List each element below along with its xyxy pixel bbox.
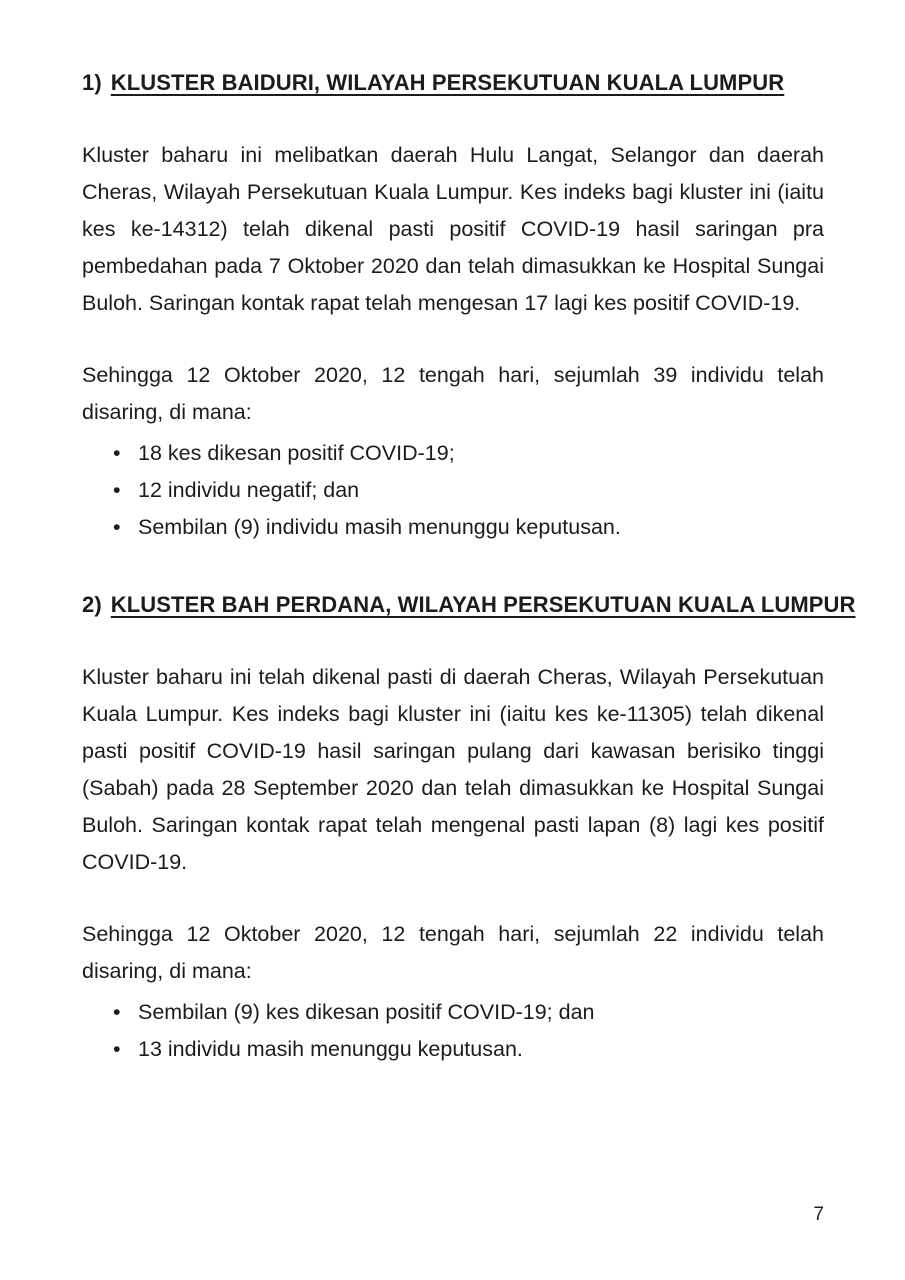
section-2-heading (82, 586, 856, 623)
section-2-paragraph-2: Sehingga 12 Oktober 2020, 12 tengah hari, sejumlah 22 individu telah disaring, di mana: (82, 922, 824, 983)
section-2-paragraph-1: Kluster baharu ini telah dikenal pasti di daerah Cheras, Wilayah Persekutuan Kuala Lumpur. Kes indeks bagi kluster ini (iaitu kes ke-11305) telah dikenal pasti positif COVID-19 hasil saringan pulang dari kawasan berisiko tinggi (Sabah) pada 28 September 2020 dan telah dimasukkan ke Hospital Sungai Buloh. Saringan kontak rapat telah mengenal pasti lapan (8) lagi kes positif COVID-19. (82, 665, 824, 874)
section-1-number: 1) (82, 70, 102, 95)
section-1-title: KLUSTER BAIDURI, WILAYAH PERSEKUTUAN KUALA LUMPUR (110, 70, 785, 95)
bullet-icon: • (113, 478, 121, 502)
list-item (82, 994, 824, 1031)
section-1-bullet-list (82, 435, 824, 546)
bullet-text: Sembilan (9) kes dikesan positif COVID-19; dan (138, 1000, 595, 1024)
section-kluster-bah-perdana (82, 586, 856, 1068)
list-item (82, 509, 824, 546)
bullet-icon: • (113, 1000, 121, 1024)
section-1-paragraph-1: Kluster baharu ini melibatkan daerah Hulu Langat, Selangor dan daerah Cheras, Wilayah Persekutuan Kuala Lumpur. Kes indeks bagi kluster ini (iaitu kes ke-14312) telah dikenal pasti positif COVID-19 hasil saringan pra pembedahan pada 7 Oktober 2020 dan telah dimasukkan ke Hospital Sungai Buloh. Saringan kontak rapat telah mengesan 17 lagi kes positif COVID-19. (82, 143, 824, 315)
section-2-title: KLUSTER BAH PERDANA, WILAYAH PERSEKUTUAN KUALA LUMPUR (110, 592, 856, 617)
list-item (82, 472, 824, 509)
page-number: 7 (813, 1204, 824, 1225)
bullet-text: 18 kes dikesan positif COVID-19; (138, 441, 455, 465)
bullet-icon: • (113, 441, 121, 465)
bullet-text: 13 individu masih menunggu keputusan. (138, 1037, 523, 1061)
section-1-paragraph-2: Sehingga 12 Oktober 2020, 12 tengah hari, sejumlah 39 individu telah disaring, di mana: (82, 363, 824, 424)
section-1-heading (82, 64, 824, 101)
list-item (82, 1031, 824, 1068)
section-kluster-baiduri (82, 64, 824, 546)
bullet-text: 12 individu negatif; dan (138, 478, 360, 502)
bullet-icon: • (113, 1037, 121, 1061)
list-item (82, 435, 824, 472)
section-2-number: 2) (82, 592, 102, 617)
bullet-text: Sembilan (9) individu masih menunggu keputusan. (138, 515, 621, 539)
bullet-icon: • (113, 515, 121, 539)
section-2-bullet-list (82, 994, 824, 1068)
